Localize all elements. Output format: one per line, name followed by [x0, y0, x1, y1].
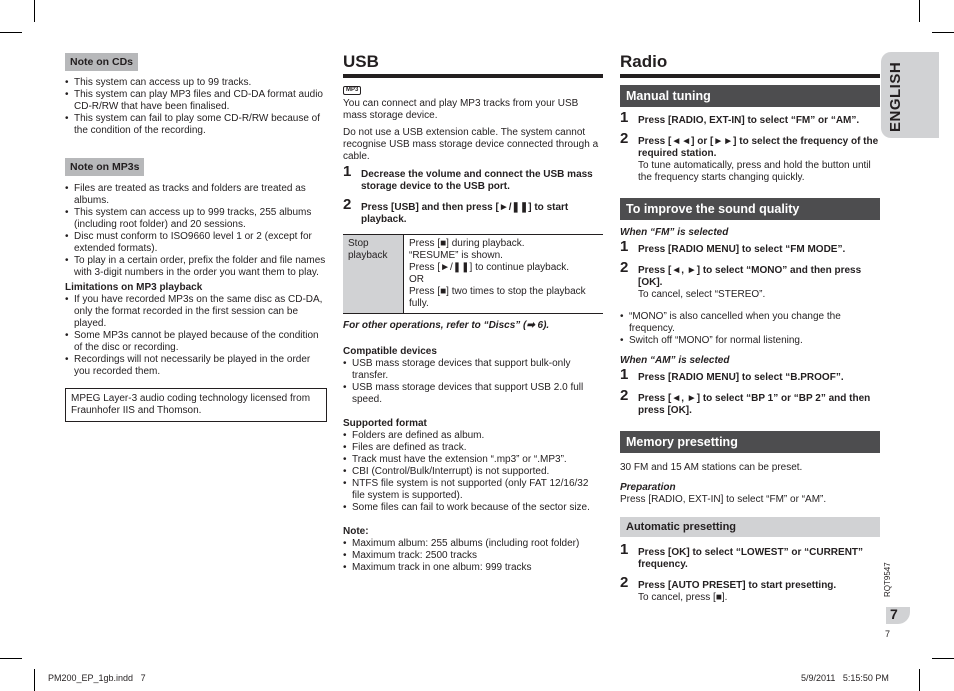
- manual-tuning-bar: Manual tuning: [620, 85, 880, 107]
- list-item: • Track must have the extension “.mp3” or “.MP3”.: [343, 454, 603, 466]
- usb-intro-2: Do not use a USB extension cable. The system cannot recognise USB mass storage device connected through a cable.: [343, 127, 599, 162]
- step-text: Press [RADIO MENU] to select “B.PROOF”.: [638, 372, 844, 383]
- list-item: • This system can play MP3 files and CD-DA format audio CD-R/RW that have been finalised.: [65, 89, 327, 113]
- list-item: • USB mass storage devices that support bulk-only transfer.: [343, 358, 603, 382]
- note-title: Note:: [343, 526, 369, 537]
- step-number: 2: [343, 196, 352, 213]
- table-value-cell: [404, 235, 604, 314]
- supported-list: [343, 430, 603, 514]
- am-selected-heading: When “AM” is selected: [620, 355, 730, 366]
- limitations-title: Limitations on MP3 playback: [65, 282, 203, 293]
- radio-heading: Radio: [620, 52, 880, 78]
- list-item: • USB mass storage devices that support USB 2.0 full speed.: [343, 382, 603, 406]
- step-text: Press [OK] to select “LOWEST” or “CURRENT” frequency.: [638, 547, 864, 570]
- list-item: • This system can fail to play some CD-R/RW because of the condition of the recording.: [65, 113, 327, 137]
- other-operations-ref: For other operations, refer to “Discs” (➡ 6).: [343, 320, 550, 331]
- preparation-title: Preparation: [620, 482, 676, 493]
- step-text: Press [AUTO PRESET] to start presetting.: [638, 580, 837, 591]
- supported-title: Supported format: [343, 418, 427, 429]
- compatible-list: [343, 358, 603, 406]
- language-tab: [881, 52, 939, 138]
- footer-timestamp: 5/9/2011 5:15:50 PM: [801, 673, 889, 683]
- page-number: 7: [885, 629, 891, 639]
- note-list: [343, 538, 603, 574]
- license-box: [65, 388, 327, 422]
- radio-column: [620, 52, 880, 604]
- list-item: • This system can access up to 999 tracks, 255 albums (including root folder) and 20 sessions.: [65, 207, 327, 231]
- page-badge: [886, 607, 910, 624]
- list-item: • Some files can fail to work because of the sector size.: [343, 502, 603, 514]
- step-number: 1: [620, 541, 629, 558]
- usb-step-1: [343, 163, 603, 193]
- step-number: 1: [620, 109, 629, 126]
- note-cds-list: [65, 77, 327, 137]
- step-number: 2: [620, 130, 629, 147]
- list-item: • NTFS file system is not supported (only FAT 12/16/32 file system is supported).: [343, 478, 603, 502]
- crop-mark: [0, 32, 22, 33]
- step-note: To tune automatically, press and hold the button until the frequency starts changing quickly.: [638, 160, 871, 183]
- crop-mark: [932, 658, 954, 659]
- step-number: 1: [620, 238, 629, 255]
- list-item: • If you have recorded MP3s on the same disc as CD-DA, only the format recorded in the first session can be played.: [65, 294, 327, 330]
- note-cds-title: Note on CDs: [65, 53, 138, 71]
- am-step-1: [620, 366, 880, 384]
- step-text: Press [◄◄] or [►►] to select the frequency of the required station.: [638, 136, 879, 159]
- list-item: • Folders are defined as album.: [343, 430, 603, 442]
- step-number: 1: [343, 163, 352, 180]
- list-item: • Maximum album: 255 albums (including root folder): [343, 538, 603, 550]
- page-badge-number: 7: [890, 606, 898, 622]
- document-code: RQT9547: [883, 562, 892, 597]
- usb-heading: USB: [343, 52, 603, 78]
- improve-sound-bar: To improve the sound quality: [620, 198, 880, 220]
- license-text: MPEG Layer-3 audio coding technology licensed from Fraunhofer IIS and Thomson.: [71, 393, 311, 416]
- crop-mark: [919, 0, 920, 22]
- limitations-list: [65, 294, 327, 378]
- preparation-text: Press [RADIO, EXT-IN] to select “FM” or “AM”.: [620, 494, 827, 505]
- step-note: To cancel, select “STEREO”.: [638, 289, 766, 300]
- memory-presetting-bar: Memory presetting: [620, 431, 880, 453]
- fm-step-1: [620, 238, 880, 256]
- list-item: • Maximum track in one album: 999 tracks: [343, 562, 603, 574]
- crop-mark: [0, 658, 22, 659]
- mp3-badge: MP3: [343, 86, 361, 95]
- crop-mark: [932, 32, 954, 33]
- fm-step-2: [620, 259, 880, 301]
- table-line: OR: [409, 274, 424, 285]
- usb-step-2: [343, 196, 603, 226]
- step-number: 2: [620, 259, 629, 276]
- step-text: Press [◄, ►] to select “MONO” and then press [OK].: [638, 265, 862, 288]
- table-line: Press [■] two times to stop the playback fully.: [409, 286, 586, 309]
- manual-step-1: [620, 109, 880, 127]
- step-text: Press [RADIO, EXT-IN] to select “FM” or “AM”.: [638, 115, 860, 126]
- crop-mark: [34, 0, 35, 22]
- note-mp3-title: Note on MP3s: [65, 158, 144, 176]
- automatic-presetting-bar: Automatic presetting: [620, 517, 880, 537]
- list-item: • Disc must conform to ISO9660 level 1 or 2 (except for extended formats).: [65, 231, 327, 255]
- crop-mark: [34, 669, 35, 691]
- list-item: • CBI (Control/Bulk/Interrupt) is not supported.: [343, 466, 603, 478]
- usb-intro-1: You can connect and play MP3 tracks from your USB mass storage device.: [343, 98, 579, 121]
- table-line: “RESUME” is shown.: [409, 250, 503, 261]
- compatible-title: Compatible devices: [343, 346, 437, 357]
- list-item: • Switch off “MONO” for normal listening.: [620, 335, 880, 347]
- list-item: • To play in a certain order, prefix the folder and file names with 3-digit numbers in the order you want them to play.: [65, 255, 327, 279]
- list-item: • Recordings will not necessarily be played in the order you recorded them.: [65, 354, 327, 378]
- note-mp3-list: [65, 183, 327, 279]
- step-text: Decrease the volume and connect the USB mass storage device to the USB port.: [361, 169, 593, 192]
- stop-playback-table: [343, 234, 603, 314]
- step-number: 1: [620, 366, 629, 383]
- left-column: [65, 52, 327, 422]
- memory-text: 30 FM and 15 AM stations can be preset.: [620, 462, 803, 473]
- table-line: Press [►/❚❚] to continue playback.: [409, 262, 570, 273]
- auto-step-1: [620, 541, 880, 571]
- table-line: Press [■] during playback.: [409, 238, 525, 249]
- step-number: 2: [620, 387, 629, 404]
- list-item: • This system can access up to 99 tracks.: [65, 77, 327, 89]
- list-item: • Some MP3s cannot be played because of the condition of the disc or recording.: [65, 330, 327, 354]
- list-item: • Maximum track: 2500 tracks: [343, 550, 603, 562]
- fm-notes-list: [620, 311, 880, 347]
- language-tab-label: ENGLISH: [887, 61, 904, 132]
- step-note: To cancel, press [■].: [638, 592, 728, 603]
- auto-step-2: [620, 574, 880, 604]
- step-text: Press [USB] and then press [►/❚❚] to start playback.: [361, 202, 569, 225]
- am-step-2: [620, 387, 880, 417]
- list-item: • Files are treated as tracks and folders are treated as albums.: [65, 183, 327, 207]
- table-label: Stop playback: [348, 238, 388, 261]
- crop-mark: [919, 669, 920, 691]
- table-label-cell: [343, 235, 404, 314]
- list-item: • “MONO” is also cancelled when you change the frequency.: [620, 311, 880, 335]
- list-item: • Files are defined as track.: [343, 442, 603, 454]
- fm-selected-heading: When “FM” is selected: [620, 227, 729, 238]
- step-number: 2: [620, 574, 629, 591]
- step-text: Press [RADIO MENU] to select “FM MODE”.: [638, 244, 846, 255]
- step-text: Press [◄, ►] to select “BP 1” or “BP 2” and then press [OK].: [638, 393, 871, 416]
- usb-column: [343, 52, 603, 574]
- footer-file-info: PM200_EP_1gb.indd 7: [48, 673, 146, 683]
- manual-step-2: [620, 130, 880, 184]
